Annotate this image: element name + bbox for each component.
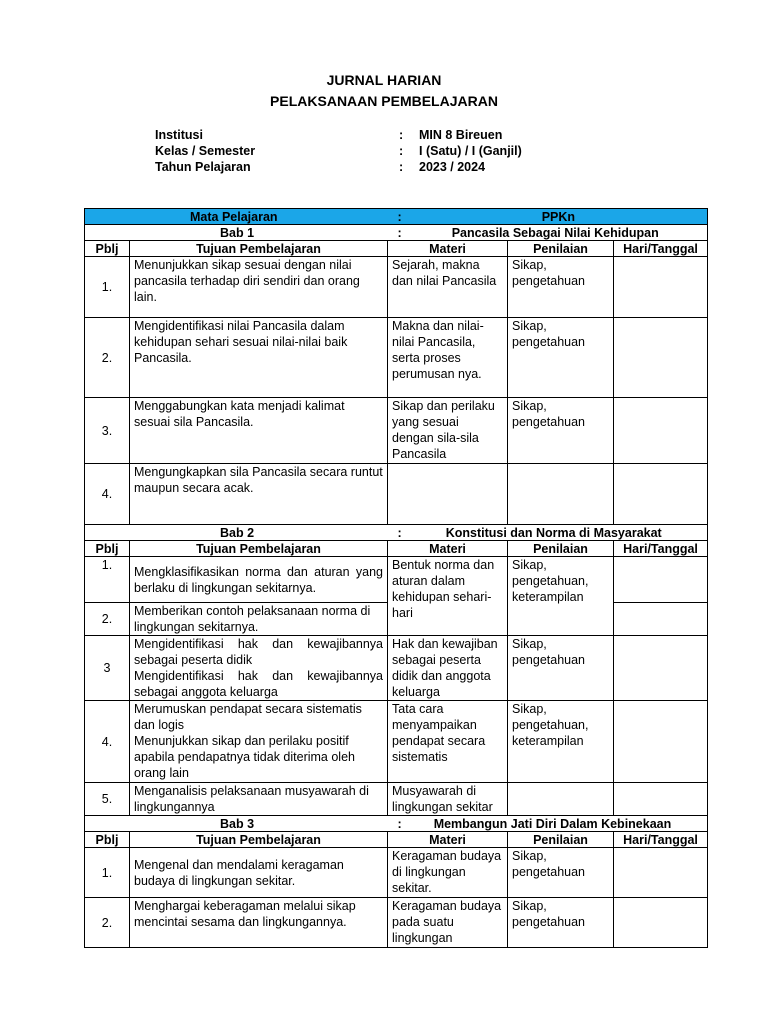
col-tujuan: Tujuan Pembelajaran xyxy=(130,541,388,557)
table-row xyxy=(85,257,708,318)
col-hari-tanggal: Hari/Tanggal xyxy=(614,541,708,557)
bab2-header-row xyxy=(85,541,708,557)
bab1-label: Bab 1 xyxy=(85,225,388,241)
bab3-row xyxy=(85,816,708,832)
bab2-title-cell xyxy=(388,525,708,541)
row-tujuan: Menggabungkan kata menjadi kalimat sesuai sila Pancasila. xyxy=(130,398,388,464)
table-row xyxy=(85,701,708,783)
info-labels xyxy=(155,127,255,175)
row-number: 3. xyxy=(85,398,130,464)
row-hari-tanggal[interactable] xyxy=(614,398,708,464)
row-number: 5. xyxy=(85,783,130,816)
table-row xyxy=(85,636,708,701)
bab3-title: Membangun Jati Diri Dalam Kebinekaan xyxy=(433,816,672,831)
row-penilaian: Sikap, pengetahuan xyxy=(508,898,614,948)
row-tujuan: Mengklasifikasikan norma dan aturan yang berlaku di lingkungan sekitarnya. xyxy=(130,557,388,603)
row-hari-tanggal[interactable] xyxy=(614,783,708,816)
document-title: JURNAL HARIAN xyxy=(326,72,442,88)
bab1-title: Pancasila Sebagai Nilai Kehidupan xyxy=(451,225,659,240)
row-hari-tanggal[interactable] xyxy=(614,898,708,948)
row-tujuan-line: Merumuskan pendapat secara sistematis dan logis xyxy=(134,702,362,732)
info-sep-tahun: : xyxy=(399,160,404,174)
row-number: 2. xyxy=(85,603,130,636)
row-hari-tanggal[interactable] xyxy=(614,848,708,898)
row-materi: Sikap dan perilaku yang sesuai dengan sila-sila Pancasila xyxy=(388,398,508,464)
col-hari-tanggal: Hari/Tanggal xyxy=(614,241,708,257)
row-hari-tanggal[interactable] xyxy=(614,257,708,318)
col-penilaian: Penilaian xyxy=(508,241,614,257)
subject-row xyxy=(85,209,708,225)
row-tujuan: Mengungkapkan sila Pancasila secara runtut maupun secara acak. xyxy=(130,464,388,525)
subject-label: Mata Pelajaran xyxy=(85,209,388,225)
row-materi: Sejarah, makna dan nilai Pancasila xyxy=(388,257,508,318)
col-tujuan: Tujuan Pembelajaran xyxy=(130,241,388,257)
table-row xyxy=(85,318,708,398)
bab2-sep: : xyxy=(397,525,402,540)
row-tujuan-line: Menunjukkan sikap dan perilaku positif apabila pendapatnya tidak diterima oleh orang lain xyxy=(134,734,355,780)
row-penilaian: Sikap, pengetahuan xyxy=(508,848,614,898)
bab2-label: Bab 2 xyxy=(85,525,388,541)
info-value-tahun: 2023 / 2024 xyxy=(419,160,486,174)
row-hari-tanggal[interactable] xyxy=(614,557,708,603)
row-tujuan xyxy=(130,636,388,701)
table-row xyxy=(85,464,708,525)
row-penilaian xyxy=(508,783,614,816)
col-pblj: Pblj xyxy=(85,541,130,557)
row-materi: Keragaman budaya pada suatu lingkungan xyxy=(388,898,508,948)
info-label-kelas: Kelas / Semester xyxy=(155,144,256,158)
row-tujuan xyxy=(130,701,388,783)
row-hari-tanggal[interactable] xyxy=(614,636,708,701)
row-penilaian: Sikap, pengetahuan xyxy=(508,636,614,701)
col-tujuan: Tujuan Pembelajaran xyxy=(130,832,388,848)
table-row xyxy=(85,557,708,603)
info-value-institusi: MIN 8 Bireuen xyxy=(419,128,503,142)
subject-value: PPKn xyxy=(541,209,576,224)
row-materi: Tata cara menyampaikan pendapat secara sistematis xyxy=(388,701,508,783)
row-materi: Musyawarah di lingkungan sekitar xyxy=(388,783,508,816)
row-number: 4. xyxy=(85,464,130,525)
row-tujuan-line: Mengidentifikasi hak dan kewajibannya sebagai anggota keluarga xyxy=(134,669,384,699)
row-materi: Makna dan nilai-nilai Pancasila, serta proses perumusan nya. xyxy=(388,318,508,398)
row-number: 2. xyxy=(85,898,130,948)
row-penilaian: Sikap, pengetahuan, keterampilan xyxy=(508,701,614,783)
bab2-title: Konstitusi dan Norma di Masyarakat xyxy=(445,525,662,540)
row-number: 4. xyxy=(85,701,130,783)
col-pblj: Pblj xyxy=(85,832,130,848)
col-materi: Materi xyxy=(388,541,508,557)
row-hari-tanggal[interactable] xyxy=(614,603,708,636)
col-penilaian: Penilaian xyxy=(508,832,614,848)
row-materi-merged: Bentuk norma dan aturan dalam kehidupan sehari-hari xyxy=(388,557,508,636)
col-penilaian: Penilaian xyxy=(508,541,614,557)
col-materi: Materi xyxy=(388,241,508,257)
bab3-header-row xyxy=(85,832,708,848)
row-tujuan: Mengenal dan mendalami keragaman budaya di lingkungan sekitar. xyxy=(130,848,388,898)
row-hari-tanggal[interactable] xyxy=(614,318,708,398)
info-label-tahun: Tahun Pelajaran xyxy=(155,160,251,174)
table-row xyxy=(85,898,708,948)
row-tujuan: Menghargai keberagaman melalui sikap mencintai sesama dan lingkungannya. xyxy=(130,898,388,948)
col-pblj: Pblj xyxy=(85,241,130,257)
bab1-header-row xyxy=(85,241,708,257)
row-tujuan: Menganalisis pelaksanaan musyawarah di lingkungannya xyxy=(130,783,388,816)
bab1-row xyxy=(85,225,708,241)
row-number: 3 xyxy=(85,636,130,701)
col-hari-tanggal: Hari/Tanggal xyxy=(614,832,708,848)
document-subtitle: PELAKSANAAN PEMBELAJARAN xyxy=(270,93,498,109)
bab3-sep: : xyxy=(397,816,402,831)
row-penilaian: Sikap, pengetahuan xyxy=(508,318,614,398)
info-sep-kelas: : xyxy=(399,144,404,158)
row-tujuan: Memberikan contoh pelaksanaan norma di lingkungan sekitarnya. xyxy=(130,603,388,636)
info-value-kelas: I (Satu) / I (Ganjil) xyxy=(419,144,522,158)
row-tujuan: Mengidentifikasi nilai Pancasila dalam kehidupan sehari sesuai nilai-nilai baik Pancasila. xyxy=(130,318,388,398)
bab1-title-cell xyxy=(388,225,708,241)
info-sep-institusi: : xyxy=(399,128,404,142)
subject-value-cell xyxy=(388,209,708,225)
subject-sep: : xyxy=(397,209,402,224)
row-penilaian xyxy=(508,464,614,525)
row-hari-tanggal[interactable] xyxy=(614,464,708,525)
info-values xyxy=(419,127,522,175)
row-materi: Keragaman budaya di lingkungan sekitar. xyxy=(388,848,508,898)
row-penilaian: Sikap, pengetahuan xyxy=(508,398,614,464)
journal-table xyxy=(84,208,708,948)
row-tujuan-line: Mengidentifikasi hak dan kewajibannya sebagai peserta didik xyxy=(134,637,384,667)
bab1-sep: : xyxy=(397,225,402,240)
bab2-row xyxy=(85,525,708,541)
row-number: 1. xyxy=(85,848,130,898)
row-materi xyxy=(388,464,508,525)
row-penilaian-merged: Sikap, pengetahuan, keterampilan xyxy=(508,557,614,636)
row-materi: Hak dan kewajiban sebagai peserta didik dan anggota keluarga xyxy=(388,636,508,701)
row-hari-tanggal[interactable] xyxy=(614,701,708,783)
row-number: 1. xyxy=(85,257,130,318)
row-number: 1. xyxy=(85,557,130,603)
col-materi: Materi xyxy=(388,832,508,848)
table-row xyxy=(85,848,708,898)
bab3-label: Bab 3 xyxy=(85,816,388,832)
bab3-title-cell xyxy=(388,816,708,832)
row-number: 2. xyxy=(85,318,130,398)
table-row xyxy=(85,783,708,816)
row-penilaian: Sikap, pengetahuan xyxy=(508,257,614,318)
info-label-institusi: Institusi xyxy=(155,128,203,142)
table-row xyxy=(85,398,708,464)
row-tujuan: Menunjukkan sikap sesuai dengan nilai pancasila terhadap diri sendiri dan orang lain. xyxy=(130,257,388,318)
info-separators xyxy=(399,127,403,175)
